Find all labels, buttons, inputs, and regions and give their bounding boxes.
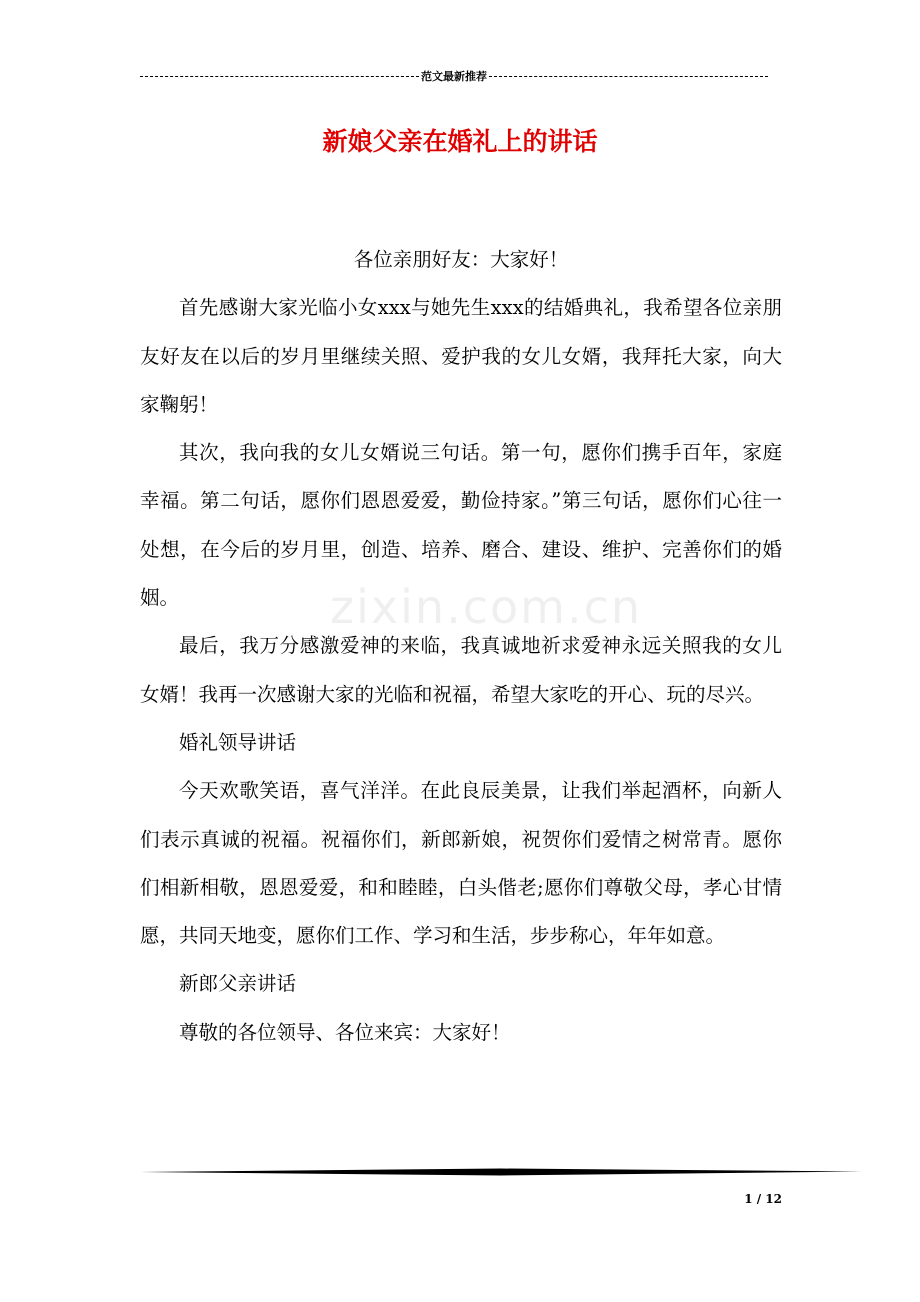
- footer-rule: [140, 1166, 862, 1178]
- body-paragraph: 其次，我向我的女儿女婿说三句话。第一句，愿你们携手百年，家庭幸福。第二句话，愿你们恩恩爱爱，勤俭持家。”第三句话，愿你们心往一处想，在今后的岁月里，创造、培养、磨合、建设、维护、完善你们的婚姻。: [140, 441, 782, 610]
- body-paragraph: 尊敬的各位领导、各位来宾：大家好！: [179, 1020, 511, 1044]
- header-text: 范文最新推荐: [421, 70, 487, 83]
- document-title: 新娘父亲在婚礼上的讲话: [322, 127, 598, 156]
- section-heading: 新郎父亲讲话: [179, 972, 297, 996]
- header-dash-left: [140, 76, 419, 77]
- body-paragraph: 最后，我万分感激爱神的来临，我真诚地祈求爱神永远关照我的女儿女婿！我再一次感谢大家的光临和祝福，希望大家吃的开心、玩的尽兴。: [140, 634, 782, 706]
- header-dash-right: [489, 76, 768, 77]
- page-header: [140, 68, 768, 84]
- page-number: 1 / 12: [744, 1192, 782, 1206]
- section-heading: 婚礼领导讲话: [179, 730, 297, 754]
- body-paragraph: 首先感谢大家光临小女xxx与她先生xxx的结婚典礼，我希望各位亲朋友好友在以后的岁月里继续关照、爱护我的女儿女婿，我拜托大家，向大家鞠躬！: [140, 296, 782, 416]
- greeting-paragraph: 各位亲朋好友：大家好！: [353, 248, 569, 271]
- document-body: [140, 236, 782, 1057]
- watermark: zixin.com.cn: [330, 580, 643, 634]
- body-paragraph: 今天欢歌笑语，喜气洋洋。在此良辰美景，让我们举起酒杯，向新人们表示真诚的祝福。祝福你们，新郎新娘，祝贺你们爱情之树常青。愿你们相新相敬，恩恩爱爱，和和睦睦，白头偕老;愿你们尊敬父母，孝心甘情愿，共同天地变，愿你们工作、学习和生活，步步称心，年年如意。: [140, 779, 782, 948]
